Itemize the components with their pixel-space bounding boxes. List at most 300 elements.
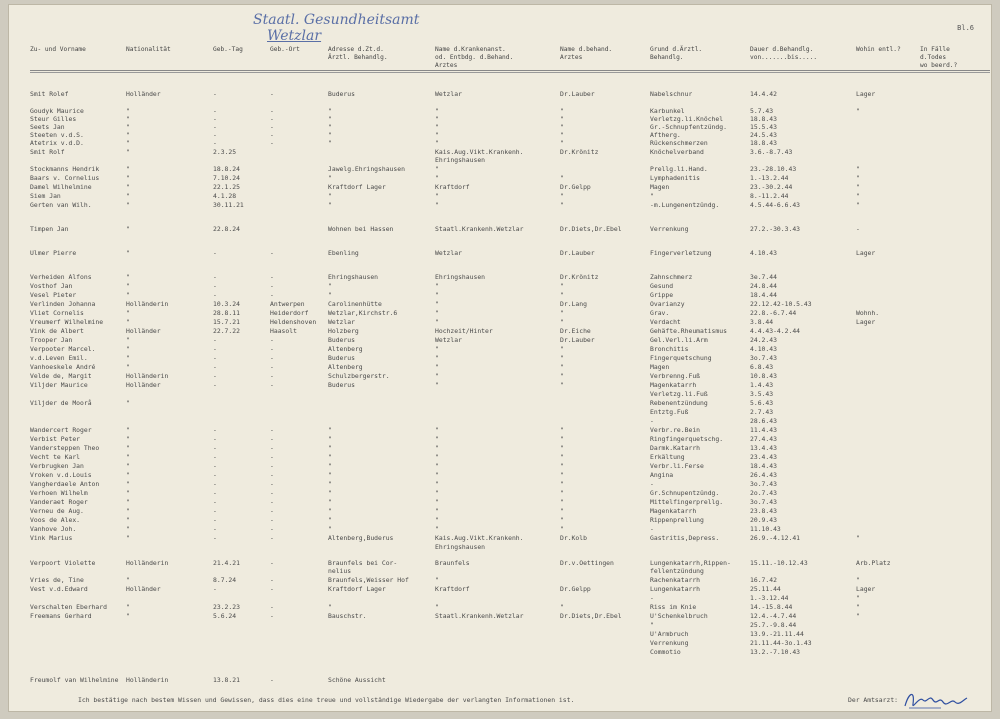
table-cell: - [270, 336, 274, 344]
table-cell: " [328, 462, 332, 470]
table-row [8, 417, 992, 425]
table-cell: Aftherg. [650, 131, 681, 139]
table-cell: 11.4.43 [750, 426, 777, 434]
table-cell: 7.10.24 [213, 174, 240, 182]
table-cell: Velde de, Margit [30, 372, 92, 380]
table-row [8, 543, 992, 551]
table-row [8, 201, 992, 209]
table-cell: " [560, 444, 564, 452]
table-cell: " [560, 372, 564, 380]
table-cell: 3.6.-8.7.43 [750, 148, 793, 156]
table-cell: 2o.7.43 [750, 489, 777, 497]
table-cell: " [560, 462, 564, 470]
table-cell: " [560, 426, 564, 434]
table-row [8, 648, 992, 656]
table-cell: Antwerpen [270, 300, 305, 308]
table-row [8, 107, 992, 115]
table-cell: Wetzlar [435, 249, 462, 257]
table-cell: 8.-11.2.44 [750, 192, 789, 200]
table-cell: - [270, 426, 274, 434]
table-cell: Kais.Aug.Vikt.Krankenh. [435, 148, 524, 156]
table-cell: 23.4.43 [750, 453, 777, 461]
table-cell: - [650, 480, 654, 488]
table-cell: 5.6.24 [213, 612, 237, 620]
table-cell: Holländerin [126, 559, 169, 567]
table-cell: Jawelg.Ehringshausen [328, 165, 405, 173]
table-cell: Vangherdaele Anton [30, 480, 100, 488]
table-cell: - [270, 507, 274, 515]
table-cell: " [126, 399, 130, 407]
table-cell: Siem Jan [30, 192, 61, 200]
table-cell: 26.4.43 [750, 471, 777, 479]
table-row [8, 567, 992, 575]
table-cell: Magenkatarrh [650, 381, 697, 389]
table-cell: " [328, 115, 332, 123]
document-page [8, 4, 992, 712]
table-cell: Dr.Lauber [560, 90, 595, 98]
table-cell: Buderus [328, 354, 355, 362]
table-cell: - [270, 291, 274, 299]
table-cell: 4.10.43 [750, 249, 777, 257]
table-row [8, 156, 992, 164]
table-cell: Holländer [126, 585, 161, 593]
table-cell: nelius [328, 567, 352, 575]
table-cell: " [435, 525, 439, 533]
table-cell: Goudyk Maurice [30, 107, 84, 115]
table-row [8, 273, 992, 281]
stamp-line-1: Staatl. Gesundheitsamt [253, 12, 420, 28]
table-cell: Verpooter Marcel. [30, 345, 96, 353]
table-cell: Verbist Peter [30, 435, 81, 443]
table-cell: " [126, 309, 130, 317]
table-cell: Verdacht [650, 318, 681, 326]
table-cell: 23.-28.10.43 [750, 165, 797, 173]
table-cell: Vesel Pieter [30, 291, 77, 299]
table-cell: Holländerin [126, 372, 169, 380]
table-cell: " [126, 131, 130, 139]
table-cell: Gesund [650, 282, 674, 290]
table-cell: " [435, 453, 439, 461]
table-cell: " [560, 107, 564, 115]
column-header-7: Grund d.Ärztl. Behandlg. [650, 46, 703, 61]
table-cell: 5.7.43 [750, 107, 774, 115]
table-cell: Stockmanns Hendrik [30, 165, 100, 173]
table-cell: Darmk.Katarrh [650, 444, 701, 452]
table-cell: - [213, 336, 217, 344]
table-cell: " [126, 192, 130, 200]
table-cell: - [270, 345, 274, 353]
table-row [8, 444, 992, 452]
table-cell: 3o.7.43 [750, 498, 777, 506]
table-row [8, 165, 992, 173]
table-cell: Ehringshausen [435, 273, 486, 281]
table-cell: - [270, 603, 274, 611]
table-cell: Mittelfingerprellg. [650, 498, 724, 506]
table-cell: - [213, 435, 217, 443]
table-cell: 26.9.-4.12.41 [750, 534, 801, 542]
table-cell: 25.7.-9.8.44 [750, 621, 797, 629]
header-divider-2 [30, 72, 990, 73]
table-cell: - [213, 381, 217, 389]
table-cell: 2.3.25 [213, 148, 237, 156]
table-cell: " [126, 318, 130, 326]
table-cell: - [213, 345, 217, 353]
table-row [8, 336, 992, 344]
table-row [8, 225, 992, 233]
table-cell: Fingerverletzung [650, 249, 712, 257]
table-cell: Verletzg.li.Fuß [650, 390, 708, 398]
table-cell: Braunfels,Weisser Hof [328, 576, 409, 584]
table-row [8, 435, 992, 443]
table-cell: fellentzündung [650, 567, 704, 575]
table-cell: 28.8.11 [213, 309, 240, 317]
table-cell: " [856, 603, 860, 611]
table-cell: " [560, 453, 564, 461]
table-cell: " [435, 498, 439, 506]
table-cell: " [560, 507, 564, 515]
table-cell: - [270, 273, 274, 281]
table-cell: " [856, 612, 860, 620]
table-row [8, 489, 992, 497]
table-cell: " [435, 201, 439, 209]
table-cell: Dr.Diets,Dr.Ebel [560, 612, 622, 620]
table-cell: Kraftdorf Lager [328, 585, 386, 593]
table-cell: Vosthof Jan [30, 282, 73, 290]
table-cell: - [270, 453, 274, 461]
table-cell: " [856, 183, 860, 191]
table-cell: " [126, 435, 130, 443]
table-cell: Altenberg,Buderus [328, 534, 394, 542]
table-row [8, 139, 992, 147]
table-cell: " [435, 516, 439, 524]
table-cell: Vanhoeskele André [30, 363, 96, 371]
table-cell: Ehringshausen [435, 156, 486, 164]
table-cell: " [126, 273, 130, 281]
table-cell: Heldenshoven [270, 318, 317, 326]
table-cell: Timpen Jan [30, 225, 69, 233]
column-header-4: Adresse d.Zt.d. Ärztl. Behandlg. [328, 46, 388, 61]
table-row [8, 131, 992, 139]
table-cell: " [328, 131, 332, 139]
table-row [8, 309, 992, 317]
table-cell: " [328, 435, 332, 443]
table-cell: - [213, 123, 217, 131]
table-cell: Wetzlar [435, 336, 462, 344]
table-cell: 24.2.43 [750, 336, 777, 344]
table-cell: " [560, 201, 564, 209]
table-cell: - [213, 282, 217, 290]
table-cell: Ehringshausen [435, 543, 486, 551]
table-cell: Rebenentzündung [650, 399, 708, 407]
table-cell: 23.2.23 [213, 603, 240, 611]
table-row [8, 585, 992, 593]
table-row [8, 318, 992, 326]
table-cell: Gehäfte.Rheumatismus [650, 327, 727, 335]
table-cell: " [560, 139, 564, 147]
table-cell: " [126, 139, 130, 147]
table-cell: " [560, 174, 564, 182]
table-cell: - [213, 107, 217, 115]
table-cell: - [650, 594, 654, 602]
table-row [8, 148, 992, 156]
table-cell: Nabelschnur [650, 90, 693, 98]
column-header-2: Geb.-Tag [213, 46, 243, 53]
table-cell: " [560, 282, 564, 290]
table-cell: " [560, 525, 564, 533]
table-cell: Grippe [650, 291, 674, 299]
table-cell: " [126, 183, 130, 191]
table-cell: " [560, 354, 564, 362]
table-cell: Holländerin [126, 676, 169, 684]
table-cell: " [560, 123, 564, 131]
table-cell: - [270, 372, 274, 380]
table-cell: Verletzg.li.Knöchel [650, 115, 724, 123]
page-number: Bl.6 [957, 24, 974, 32]
table-cell: " [126, 345, 130, 353]
table-cell: Verpoort Violette [30, 559, 96, 567]
table-cell: " [856, 576, 860, 584]
table-cell: Angina [650, 471, 674, 479]
table-row [8, 498, 992, 506]
table-cell: Holzberg [328, 327, 359, 335]
table-cell: " [328, 516, 332, 524]
table-cell: " [560, 131, 564, 139]
table-cell: " [328, 444, 332, 452]
table-cell: - [213, 372, 217, 380]
table-cell: 6.8.43 [750, 363, 774, 371]
table-cell: " [328, 123, 332, 131]
table-row [8, 516, 992, 524]
table-row [8, 426, 992, 434]
table-cell: " [435, 123, 439, 131]
table-cell: - [213, 90, 217, 98]
table-cell: Vecht te Karl [30, 453, 81, 461]
table-cell: Atetrix v.d.D. [30, 139, 84, 147]
table-row [8, 381, 992, 389]
table-cell: Ehringshausen [328, 273, 379, 281]
table-cell: " [328, 139, 332, 147]
table-cell: Dr.Gelpp [560, 183, 591, 191]
table-row [8, 300, 992, 308]
table-cell: Verbrenng.Fuß [650, 372, 701, 380]
column-header-1: Nationalität [126, 46, 171, 53]
table-cell: Magenkatarrh [650, 507, 697, 515]
table-cell: Gr.Schnupentzündg. [650, 489, 720, 497]
table-cell: - [213, 471, 217, 479]
table-cell: 30.11.21 [213, 201, 244, 209]
column-header-0: Zu- und Vorname [30, 46, 86, 53]
table-cell: 13.2.-7.10.43 [750, 648, 801, 656]
table-cell: " [126, 282, 130, 290]
table-cell: 21.11.44-3o.1.43 [750, 639, 812, 647]
table-cell: - [270, 585, 274, 593]
table-cell: " [560, 291, 564, 299]
table-cell: - [213, 354, 217, 362]
table-cell: Staatl.Krankenh.Wetzlar [435, 612, 524, 620]
table-cell: Kraftdorf [435, 183, 470, 191]
table-cell: " [560, 480, 564, 488]
table-cell: " [560, 471, 564, 479]
table-cell: " [435, 107, 439, 115]
table-cell: - [270, 612, 274, 620]
column-header-6: Name d.behand. Arztes [560, 46, 613, 61]
table-cell: " [435, 174, 439, 182]
table-cell: " [435, 282, 439, 290]
table-cell: 8.7.24 [213, 576, 237, 584]
table-cell: Lungenkatarrh [650, 585, 701, 593]
table-cell: Carolinenhütte [328, 300, 382, 308]
table-cell: Heiderdorf [270, 309, 309, 317]
table-cell: 3.5.43 [750, 390, 774, 398]
table-cell: Dr.Gelpp [560, 585, 591, 593]
table-cell: " [328, 489, 332, 497]
table-cell: " [126, 336, 130, 344]
table-cell: " [435, 309, 439, 317]
table-cell: Lungenkatarrh,Rippen- [650, 559, 731, 567]
table-cell: Steeten v.d.S. [30, 131, 84, 139]
table-cell: " [126, 444, 130, 452]
table-cell: " [126, 480, 130, 488]
table-cell: - [270, 107, 274, 115]
table-cell: Dr.Lang [560, 300, 587, 308]
table-cell: - [213, 131, 217, 139]
table-cell: Freumolf van Wilhelmine [30, 676, 119, 684]
table-cell: 3.8.44 [750, 318, 774, 326]
table-cell: " [435, 115, 439, 123]
table-cell: " [328, 603, 332, 611]
table-cell: Vanhove Joh. [30, 525, 77, 533]
table-cell: 14.4.42 [750, 90, 777, 98]
table-cell: 22.8.-6.7.44 [750, 309, 797, 317]
table-cell: " [126, 291, 130, 299]
column-header-8: Dauer d.Behandlg. von.......bis..... [750, 46, 818, 61]
table-cell: " [435, 300, 439, 308]
table-cell: " [126, 576, 130, 584]
table-cell: " [328, 107, 332, 115]
table-cell: Kais.Aug.Vikt.Krankenh. [435, 534, 524, 542]
table-cell: Lymphadenitis [650, 174, 701, 182]
column-header-5: Name d.Krankenanst. od. Entbdg. d.Behand. Arztes [435, 46, 514, 69]
table-cell: " [328, 525, 332, 533]
table-cell: Holländerin [126, 300, 169, 308]
table-cell: " [435, 507, 439, 515]
table-row [8, 559, 992, 567]
table-cell: Wetzlar,Kirchstr.6 [328, 309, 398, 317]
table-row [8, 594, 992, 602]
table-cell: - [213, 291, 217, 299]
table-cell: " [650, 192, 654, 200]
table-cell: 25.11.44 [750, 585, 781, 593]
table-row [8, 282, 992, 290]
table-cell: Magen [650, 183, 670, 191]
table-cell: " [560, 345, 564, 353]
table-cell: " [328, 201, 332, 209]
table-cell: 24.5.43 [750, 131, 777, 139]
table-cell: Holländer [126, 90, 161, 98]
table-cell: - [270, 462, 274, 470]
table-cell: Bauschstr. [328, 612, 367, 620]
table-cell: Voos de Alex. [30, 516, 81, 524]
table-cell: " [560, 192, 564, 200]
table-row [8, 90, 992, 98]
table-cell: Schulzbergerstr. [328, 372, 390, 380]
table-cell: " [560, 435, 564, 443]
table-cell: Ulmer Pierre [30, 249, 77, 257]
table-cell: Damel Wilhelmine [30, 183, 92, 191]
table-cell: Smit Rolf [30, 148, 65, 156]
table-cell: 13.8.21 [213, 676, 240, 684]
table-row [8, 123, 992, 131]
table-cell: Braunfels bei Cor- [328, 559, 398, 567]
table-row [8, 354, 992, 362]
table-cell: - [270, 115, 274, 123]
table-cell: - [856, 225, 860, 233]
table-cell: 4.1.28 [213, 192, 237, 200]
table-cell: 4.4.43-4.2.44 [750, 327, 801, 335]
table-cell: 5.6.43 [750, 399, 774, 407]
table-cell: Dr.Krönitz [560, 148, 599, 156]
table-cell: " [856, 107, 860, 115]
table-cell: Gr.-Schnupfentzündg. [650, 123, 727, 131]
table-cell: 22.12.42-10.5.43 [750, 300, 812, 308]
table-cell: " [126, 603, 130, 611]
table-cell: Vreumerf Wilhelmine [30, 318, 104, 326]
table-row [8, 603, 992, 611]
table-cell: Verhoen Wilhelm [30, 489, 88, 497]
table-cell: Trooper Jan [30, 336, 73, 344]
table-cell: - [270, 381, 274, 389]
table-cell: " [126, 453, 130, 461]
table-row [8, 390, 992, 398]
table-cell: " [126, 107, 130, 115]
table-cell: Verschalten Eberhard [30, 603, 107, 611]
table-cell: Wetzlar [435, 90, 462, 98]
table-cell: Dr.Kolb [560, 534, 587, 542]
table-cell: - [650, 417, 654, 425]
table-cell: " [126, 507, 130, 515]
table-row [8, 612, 992, 620]
table-cell: Verneu de Aug. [30, 507, 84, 515]
table-cell: Baars v. Cornelius [30, 174, 100, 182]
table-cell: Vliet Cornelis [30, 309, 84, 317]
table-cell: Lager [856, 90, 876, 98]
table-cell: - [270, 489, 274, 497]
table-cell: " [126, 174, 130, 182]
table-cell: Verheiden Alfons [30, 273, 92, 281]
table-row [8, 372, 992, 380]
table-cell: 18.4.43 [750, 462, 777, 470]
table-cell: " [435, 462, 439, 470]
table-cell: - [213, 426, 217, 434]
table-cell: Zahnschmerz [650, 273, 693, 281]
table-cell: " [560, 489, 564, 497]
table-cell: - [213, 534, 217, 542]
table-cell: - [270, 363, 274, 371]
stamp-line-2: Wetzlar [267, 28, 322, 44]
table-row [8, 327, 992, 335]
table-cell: " [435, 381, 439, 389]
table-cell: 18.8.24 [213, 165, 240, 173]
table-row [8, 408, 992, 416]
table-cell: Arb.Platz [856, 559, 891, 567]
table-row [8, 507, 992, 515]
table-cell: - [650, 525, 654, 533]
table-row [8, 534, 992, 542]
table-cell: Viljder Maurice [30, 381, 88, 389]
table-cell: Knöchelverband [650, 148, 704, 156]
table-cell: " [560, 309, 564, 317]
table-cell: " [435, 354, 439, 362]
